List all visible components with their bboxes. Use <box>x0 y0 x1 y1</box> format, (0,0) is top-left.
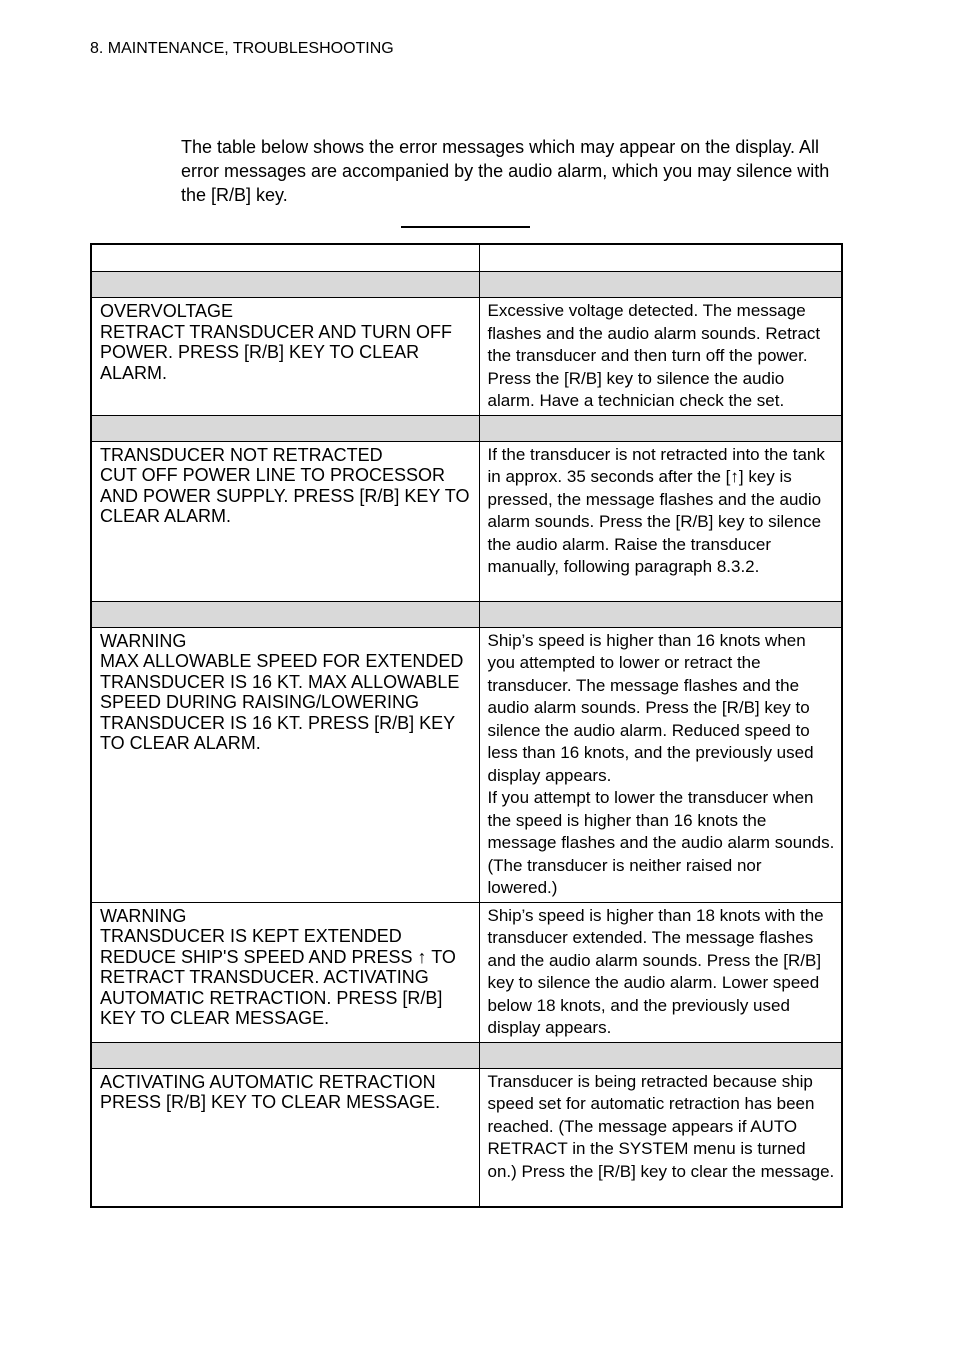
error-message-table <box>90 243 843 1208</box>
description-text: Ship’s speed is higher than 18 knots with the transducer extended. The message flashes and the audio alarm sounds. Press the [R/B] key to silence the audio alarm. Lower speed below 18 knots, and the previously used display appears. <box>487 905 824 1037</box>
table-title-rule <box>401 226 530 228</box>
message-cell: OVERVOLTAGE RETRACT TRANSDUCER AND TURN OFF POWER. PRESS [R/B] KEY TO CLEAR ALARM. <box>91 298 479 416</box>
table-row <box>91 627 842 902</box>
section-band <box>91 415 842 441</box>
intro-paragraph: The table below shows the error messages which may appear on the display. All error messages are accompanied by the audio alarm, which you may silence with the [R/B] key. <box>181 137 830 205</box>
table-row <box>91 1068 842 1207</box>
section-band <box>91 272 842 298</box>
description-text: If you attempt to lower the transducer when the speed is higher than 16 knots the message flashes and the audio alarm sounds. (The transducer is neither raised nor lowered.) <box>487 788 835 897</box>
description-cell <box>479 441 842 601</box>
header-cell-meaning <box>479 244 842 272</box>
description-cell <box>479 298 842 416</box>
message-cell: WARNING MAX ALLOWABLE SPEED FOR EXTENDED TRANSDUCER IS 16 KT. MAX ALLOWABLE SPEED DURING RAISING/LOWERING TRANSDUCER IS 16 KT. PRESS [R/B] KEY TO CLEAR ALARM. <box>91 627 479 902</box>
table-row <box>91 902 842 1042</box>
table-header-row <box>91 244 842 272</box>
description-text: Ship’s speed is higher than 16 knots when you attempted to lower or retract the transducer. The message flashes and the audio alarm sounds. Press the [R/B] key to silence the audio alarm. Reduced speed to less than 16 knots, and the previously used display appears. <box>487 630 814 785</box>
section-band <box>91 601 842 627</box>
table-row <box>91 298 842 416</box>
description-cell <box>479 627 842 902</box>
table-row <box>91 441 842 601</box>
page-header: 8. MAINTENANCE, TROUBLESHOOTING <box>90 40 394 57</box>
description-text: Excessive voltage detected. The message flashes and the audio alarm sounds. Retract the transducer and then turn off the power. Press the [R/B] key to silence the audio alarm. Have a technician check the set. <box>487 301 821 410</box>
header-cell-message <box>91 244 479 272</box>
message-cell: ACTIVATING AUTOMATIC RETRACTION PRESS [R/B] KEY TO CLEAR MESSAGE. <box>91 1068 479 1207</box>
description-text: Transducer is being retracted because ship speed set for automatic retraction has been reached. (The message appears if AUTO RETRACT in the SYSTEM menu is turned on.) Press the [R/B] key to clear the message. <box>487 1071 835 1181</box>
section-band <box>91 1042 842 1068</box>
message-cell: TRANSDUCER NOT RETRACTED CUT OFF POWER LINE TO PROCESSOR AND POWER SUPPLY. PRESS [R/B] KEY TO CLEAR ALARM. <box>91 441 479 601</box>
description-text: If the transducer is not retracted into the tank in approx. 35 seconds after the [↑] key is pressed, the message flashes and the audio alarm sounds. Press the [R/B] key to silence the audio alarm. Raise the transducer manually, following paragraph 8.3.2. <box>487 444 825 576</box>
description-cell <box>479 1068 842 1207</box>
message-cell: WARNING TRANSDUCER IS KEPT EXTENDED REDUCE SHIP'S SPEED AND PRESS ↑ TO RETRACT TRANSDUCER. ACTIVATING AUTOMATIC RETRACTION. PRESS [R/B] KEY TO CLEAR MESSAGE. <box>91 902 479 1042</box>
description-cell <box>479 902 842 1042</box>
